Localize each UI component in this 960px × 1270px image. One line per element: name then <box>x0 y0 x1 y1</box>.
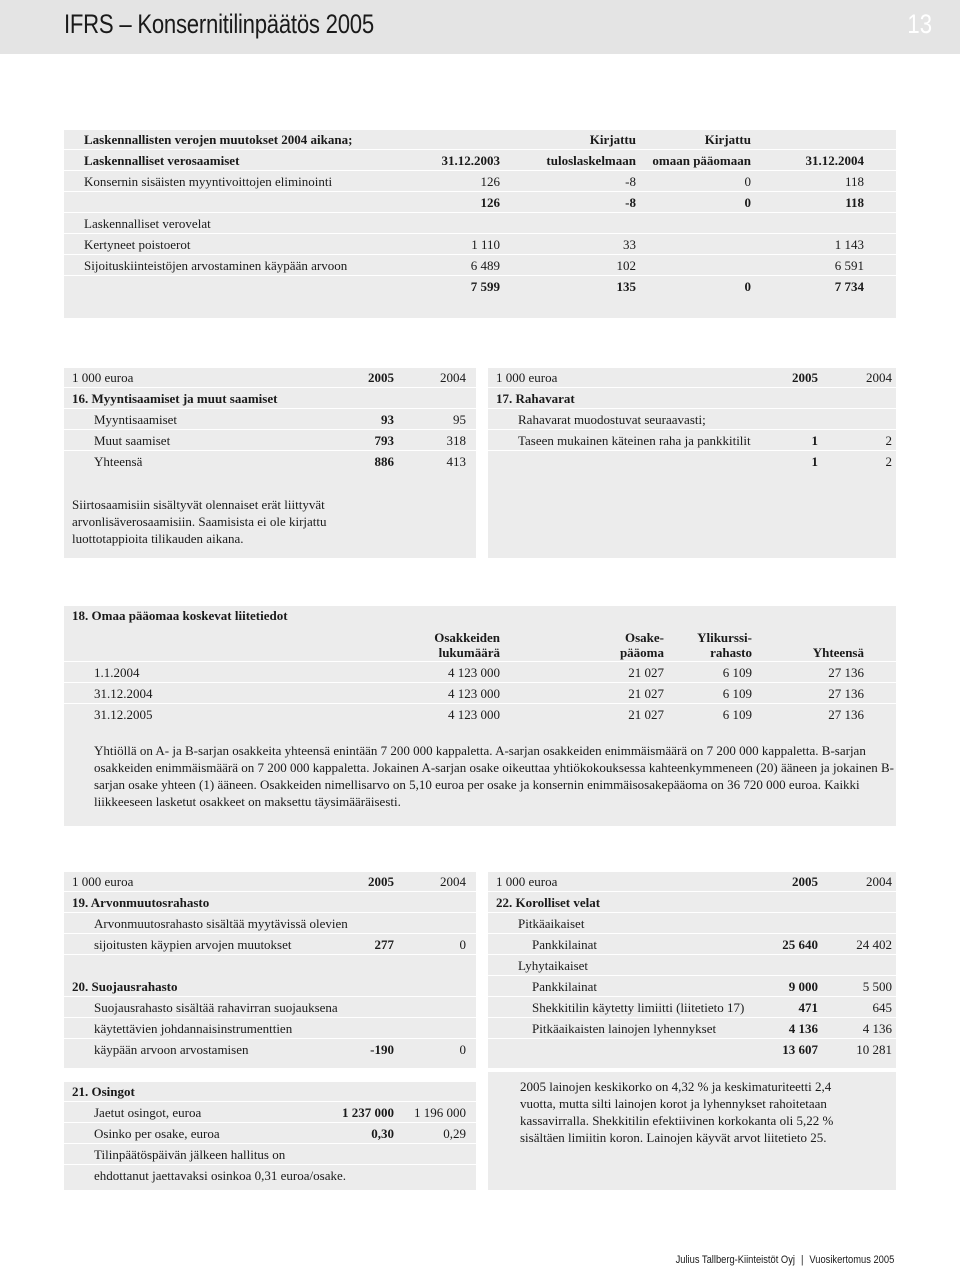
table-row <box>488 1019 896 1039</box>
note20-text: käytettävien johdannaisinstrumenttien <box>94 1021 293 1036</box>
table-row <box>64 684 896 704</box>
value-osakepaaoma: 21 027 <box>628 686 664 701</box>
col-date-2003: 31.12.2003 <box>441 153 500 168</box>
row-label: Pankkilainat <box>532 937 597 952</box>
value-2005: -190 <box>370 1042 394 1057</box>
col-osake: Osake- <box>625 630 664 645</box>
note20-text: Suojausrahasto sisältää rahavirran suojauksena <box>94 1000 338 1015</box>
value-osakkeiden-lukumaara: 4 123 000 <box>448 686 500 701</box>
deferred-taxes-panel <box>64 130 896 318</box>
note20-line-row <box>64 1019 476 1039</box>
value-2004: 118 <box>845 195 864 210</box>
row-label: Lyhytaikaiset <box>518 958 589 973</box>
footer-separator: | <box>800 1254 804 1266</box>
table-row <box>64 172 896 192</box>
note21-panel <box>64 1082 476 1190</box>
value-2004: 5 500 <box>862 979 892 994</box>
value-2005: 1 <box>811 433 818 448</box>
table-row <box>488 452 896 472</box>
row-label: Pankkilainat <box>532 979 597 994</box>
col-lukumaara: lukumäärä <box>438 645 500 660</box>
col-rahasto: rahasto <box>710 645 752 660</box>
table-row <box>64 235 896 255</box>
note22-title-row <box>488 893 896 913</box>
note19-text: sijoitusten käypien arvojen muutokset <box>94 937 292 952</box>
value-2004: 413 <box>446 454 466 469</box>
table-row <box>64 663 896 683</box>
col-osakkeiden: Osakkeiden <box>434 630 500 645</box>
col-omaan-paaomaan: omaan pääomaan <box>652 153 751 168</box>
row-label: Pitkäaikaisten lainojen lyhennykset <box>532 1021 717 1036</box>
note16-title: 16. Myyntisaamiset ja muut saamiset <box>72 391 278 406</box>
note19-header-row <box>64 872 476 892</box>
table-row <box>64 214 896 234</box>
value-2005: 277 <box>374 937 394 952</box>
note22-header-row <box>488 872 896 892</box>
table-row <box>64 410 476 430</box>
note18-title-row <box>64 606 896 626</box>
note16-header-row <box>64 368 476 388</box>
row-label: Konsernin sisäisten myyntivoittojen eliminointi <box>84 174 333 189</box>
table-row <box>64 193 896 213</box>
note17-panel <box>488 368 896 558</box>
value-tuloslaskelmaan: 102 <box>616 258 636 273</box>
table-row <box>64 452 476 472</box>
col-date-2004: 31.12.2004 <box>805 153 864 168</box>
note19-title-row <box>64 893 476 913</box>
value-2004: 7 734 <box>834 279 864 294</box>
table-row <box>488 935 896 955</box>
value-2005: 9 000 <box>788 979 818 994</box>
table-row <box>64 1124 476 1144</box>
note17-title: 17. Rahavarat <box>496 391 575 406</box>
table-row <box>488 914 896 934</box>
year-2005: 2005 <box>792 874 818 889</box>
value-2004: 6 591 <box>834 258 864 273</box>
note19-20-panel <box>64 872 476 1068</box>
table-row <box>488 977 896 997</box>
note22-panel <box>488 872 896 1068</box>
note20-value-row <box>64 1040 476 1060</box>
note21-line-row <box>64 1145 476 1165</box>
year-2005: 2005 <box>792 370 818 385</box>
note17-intro-row <box>488 410 896 430</box>
value-2005: 0,30 <box>371 1126 394 1141</box>
row-label: 31.12.2004 <box>94 686 153 701</box>
row-label: Kertyneet poistoerot <box>84 237 191 252</box>
table-row <box>64 277 896 297</box>
note17-title-row <box>488 389 896 409</box>
note18-footnote: Yhtiöllä on A- ja B-sarjan osakkeita yhteensä enintään 7 200 000 kappaletta. A-sarjan osakkeiden enimmäismäärä on 7 200 000 kappaletta. B-sarjan osakkeiden enimmäismäärä on 7 200 000 kappaletta. Jokainen A-sarjan osake oikeuttaa yhtiökokouksessa kahteenkymmeneen (20) ääneen ja jokainen B-sarjan osake yhteen (1) ääneen. Osakkeiden nimellisarvo on 5,10 euroa per osake ja konsernin enimmäisosakepääoma on 36 720 000 euroa. Kaikki liikkeeseen lasketut osakkeet on maksettu täysimääräisesti. <box>94 743 894 809</box>
note19-text: Arvonmuutosrahasto sisältää myytävissä olevien <box>94 916 348 931</box>
table-row <box>64 256 896 276</box>
value-tuloslaskelmaan: 33 <box>623 237 636 252</box>
note18-title: 18. Omaa pääomaa koskevat liitetiedot <box>72 608 288 623</box>
note16-footnote: Siirtosaamisiin sisältyvät olennaiset erät liittyvät arvonlisäverosaamisiin. Saamisista ei ole kirjattu luottotappioita tilikauden aikana. <box>72 497 327 546</box>
value-2005: 1 <box>811 454 818 469</box>
note22-footnote: 2005 lainojen keskikorko on 4,32 % ja keskimaturiteetti 2,4 vuotta, mutta silti lainojen korot ja lyhennykset rahoitetaan kassavirralla. Shekkitilin efektiivinen korkokanta oli 5,22 % sisältäen limiitin koron. Lainojen käyvät arvot liitetieto 25. <box>520 1079 834 1145</box>
row-label: Laskennalliset verovelat <box>84 216 211 231</box>
value-2005: 793 <box>374 433 394 448</box>
value-yhteensa: 27 136 <box>828 707 864 722</box>
value-2003: 126 <box>480 174 500 189</box>
row-label: Jaetut osingot, euroa <box>94 1105 202 1120</box>
page-header <box>0 0 960 54</box>
value-2005: 13 607 <box>782 1042 818 1057</box>
unit-label: 1 000 euroa <box>72 874 134 889</box>
deferred-header-row-1 <box>64 130 896 150</box>
row-label: Pitkäaikaiset <box>518 916 585 931</box>
value-tuloslaskelmaan: -8 <box>625 195 636 210</box>
page-number: 13 <box>907 9 932 39</box>
note20-title: 20. Suojausrahasto <box>72 979 178 994</box>
value-2004: 1 196 000 <box>414 1105 466 1120</box>
value-tuloslaskelmaan: 135 <box>616 279 636 294</box>
table-row <box>64 705 896 725</box>
value-2004: 1 143 <box>834 237 864 252</box>
row-label: Osinko per osake, euroa <box>94 1126 220 1141</box>
note20-text: käypään arvoon arvostamisen <box>94 1042 249 1057</box>
value-2003: 7 599 <box>470 279 500 294</box>
note21-text: ehdottanut jaettavaksi osinkoa 0,31 euroa/osake. <box>94 1168 346 1183</box>
value-2004: 24 402 <box>856 937 892 952</box>
table-row <box>488 998 896 1018</box>
page-title: IFRS – Konsernitilinpäätös 2005 <box>64 9 374 39</box>
value-2005: 93 <box>381 412 394 427</box>
unit-label: 1 000 euroa <box>72 370 134 385</box>
col-kirjattu-1: Kirjattu <box>589 132 636 147</box>
table-row <box>64 1103 476 1123</box>
value-2005: 886 <box>374 454 394 469</box>
note18-header-row <box>64 630 896 662</box>
value-2004: 0,29 <box>443 1126 466 1141</box>
table-row <box>64 431 476 451</box>
row-label: Shekkitilin käytetty limiitti (liitetieto 17) <box>532 1000 745 1015</box>
value-2004: 645 <box>872 1000 892 1015</box>
row-label: Myyntisaamiset <box>94 412 178 427</box>
row-label: Sijoituskiinteistöjen arvostaminen käypään arvoon <box>84 258 348 273</box>
value-ylikurssirahasto: 6 109 <box>722 665 752 680</box>
note22-title: 22. Korolliset velat <box>496 895 601 910</box>
unit-label: 1 000 euroa <box>496 370 558 385</box>
col-tuloslaskelmaan: tuloslaskelmaan <box>546 153 636 168</box>
table-row <box>488 431 896 451</box>
col-paaoma: pääoma <box>619 645 664 660</box>
row-label: Taseen mukainen käteinen raha ja pankkitilit <box>518 433 751 448</box>
page-footer <box>675 1254 894 1266</box>
value-ylikurssirahasto: 6 109 <box>722 707 752 722</box>
value-tuloslaskelmaan: -8 <box>625 174 636 189</box>
note18-panel <box>64 606 896 826</box>
note17-intro: Rahavarat muodostuvat seuraavasti; <box>518 412 706 427</box>
row-label: Muut saamiset <box>94 433 171 448</box>
note19-title: 19. Arvonmuutosrahasto <box>72 895 210 910</box>
value-2003: 1 110 <box>471 237 500 252</box>
value-2004: 4 136 <box>862 1021 892 1036</box>
value-2003: 126 <box>480 195 500 210</box>
year-2004: 2004 <box>866 370 892 385</box>
unit-label: 1 000 euroa <box>496 874 558 889</box>
table-row <box>488 1040 896 1060</box>
col-yhteensa: Yhteensä <box>812 645 864 660</box>
value-2003: 6 489 <box>470 258 500 273</box>
deferred-header-row-2 <box>64 151 896 171</box>
value-2004: 118 <box>844 174 864 189</box>
value-osakepaaoma: 21 027 <box>628 665 664 680</box>
value-yhteensa: 27 136 <box>828 686 864 701</box>
col-ylikurssi: Ylikurssi- <box>697 630 752 645</box>
footer-report: Vuosikertomus 2005 <box>809 1254 894 1266</box>
note19-line-row <box>64 914 476 934</box>
note20-line-row <box>64 998 476 1018</box>
value-2004: 10 281 <box>856 1042 892 1057</box>
note21-text: Tilinpäätöspäivän jälkeen hallitus on <box>94 1147 286 1162</box>
value-omaan-paaomaan: 0 <box>744 174 751 189</box>
year-2005: 2005 <box>368 370 394 385</box>
row-label: 31.12.2005 <box>94 707 153 722</box>
note21-line-row <box>64 1166 476 1186</box>
value-2004: 0 <box>459 1042 466 1057</box>
value-osakkeiden-lukumaara: 4 123 000 <box>448 665 500 680</box>
year-2004: 2004 <box>440 370 466 385</box>
note17-header-row <box>488 368 896 388</box>
value-2004: 95 <box>453 412 466 427</box>
note21-title-row <box>64 1082 476 1102</box>
note21-title: 21. Osingot <box>72 1084 135 1099</box>
year-2004: 2004 <box>866 874 892 889</box>
year-2004: 2004 <box>440 874 466 889</box>
value-2005: 1 237 000 <box>342 1105 394 1120</box>
note22-footnote-panel <box>488 1072 896 1190</box>
value-2005: 25 640 <box>782 937 818 952</box>
row-label: 1.1.2004 <box>94 665 140 680</box>
value-osakepaaoma: 21 027 <box>628 707 664 722</box>
year-2005: 2005 <box>368 874 394 889</box>
row-label: Yhteensä <box>94 454 143 469</box>
deferred-heading: Laskennallisten verojen muutokset 2004 aikana; <box>84 132 353 147</box>
value-osakkeiden-lukumaara: 4 123 000 <box>448 707 500 722</box>
value-omaan-paaomaan: 0 <box>744 195 751 210</box>
note19-value-row <box>64 935 476 955</box>
note16-panel <box>64 368 476 558</box>
value-2004: 2 <box>885 454 892 469</box>
col-kirjattu-2: Kirjattu <box>704 132 751 147</box>
value-2005: 4 136 <box>788 1021 818 1036</box>
value-yhteensa: 27 136 <box>828 665 864 680</box>
note20-title-row <box>64 977 476 997</box>
deferred-subheading: Laskennalliset verosaamiset <box>84 153 240 168</box>
value-2004: 2 <box>885 433 892 448</box>
value-ylikurssirahasto: 6 109 <box>722 686 752 701</box>
table-row <box>488 956 896 976</box>
note16-title-row <box>64 389 476 409</box>
footer-company: Julius Tallberg-Kiinteistöt Oyj <box>675 1254 795 1266</box>
value-2004: 318 <box>446 433 466 448</box>
value-2005: 471 <box>798 1000 818 1015</box>
value-omaan-paaomaan: 0 <box>744 279 751 294</box>
value-2004: 0 <box>459 937 466 952</box>
